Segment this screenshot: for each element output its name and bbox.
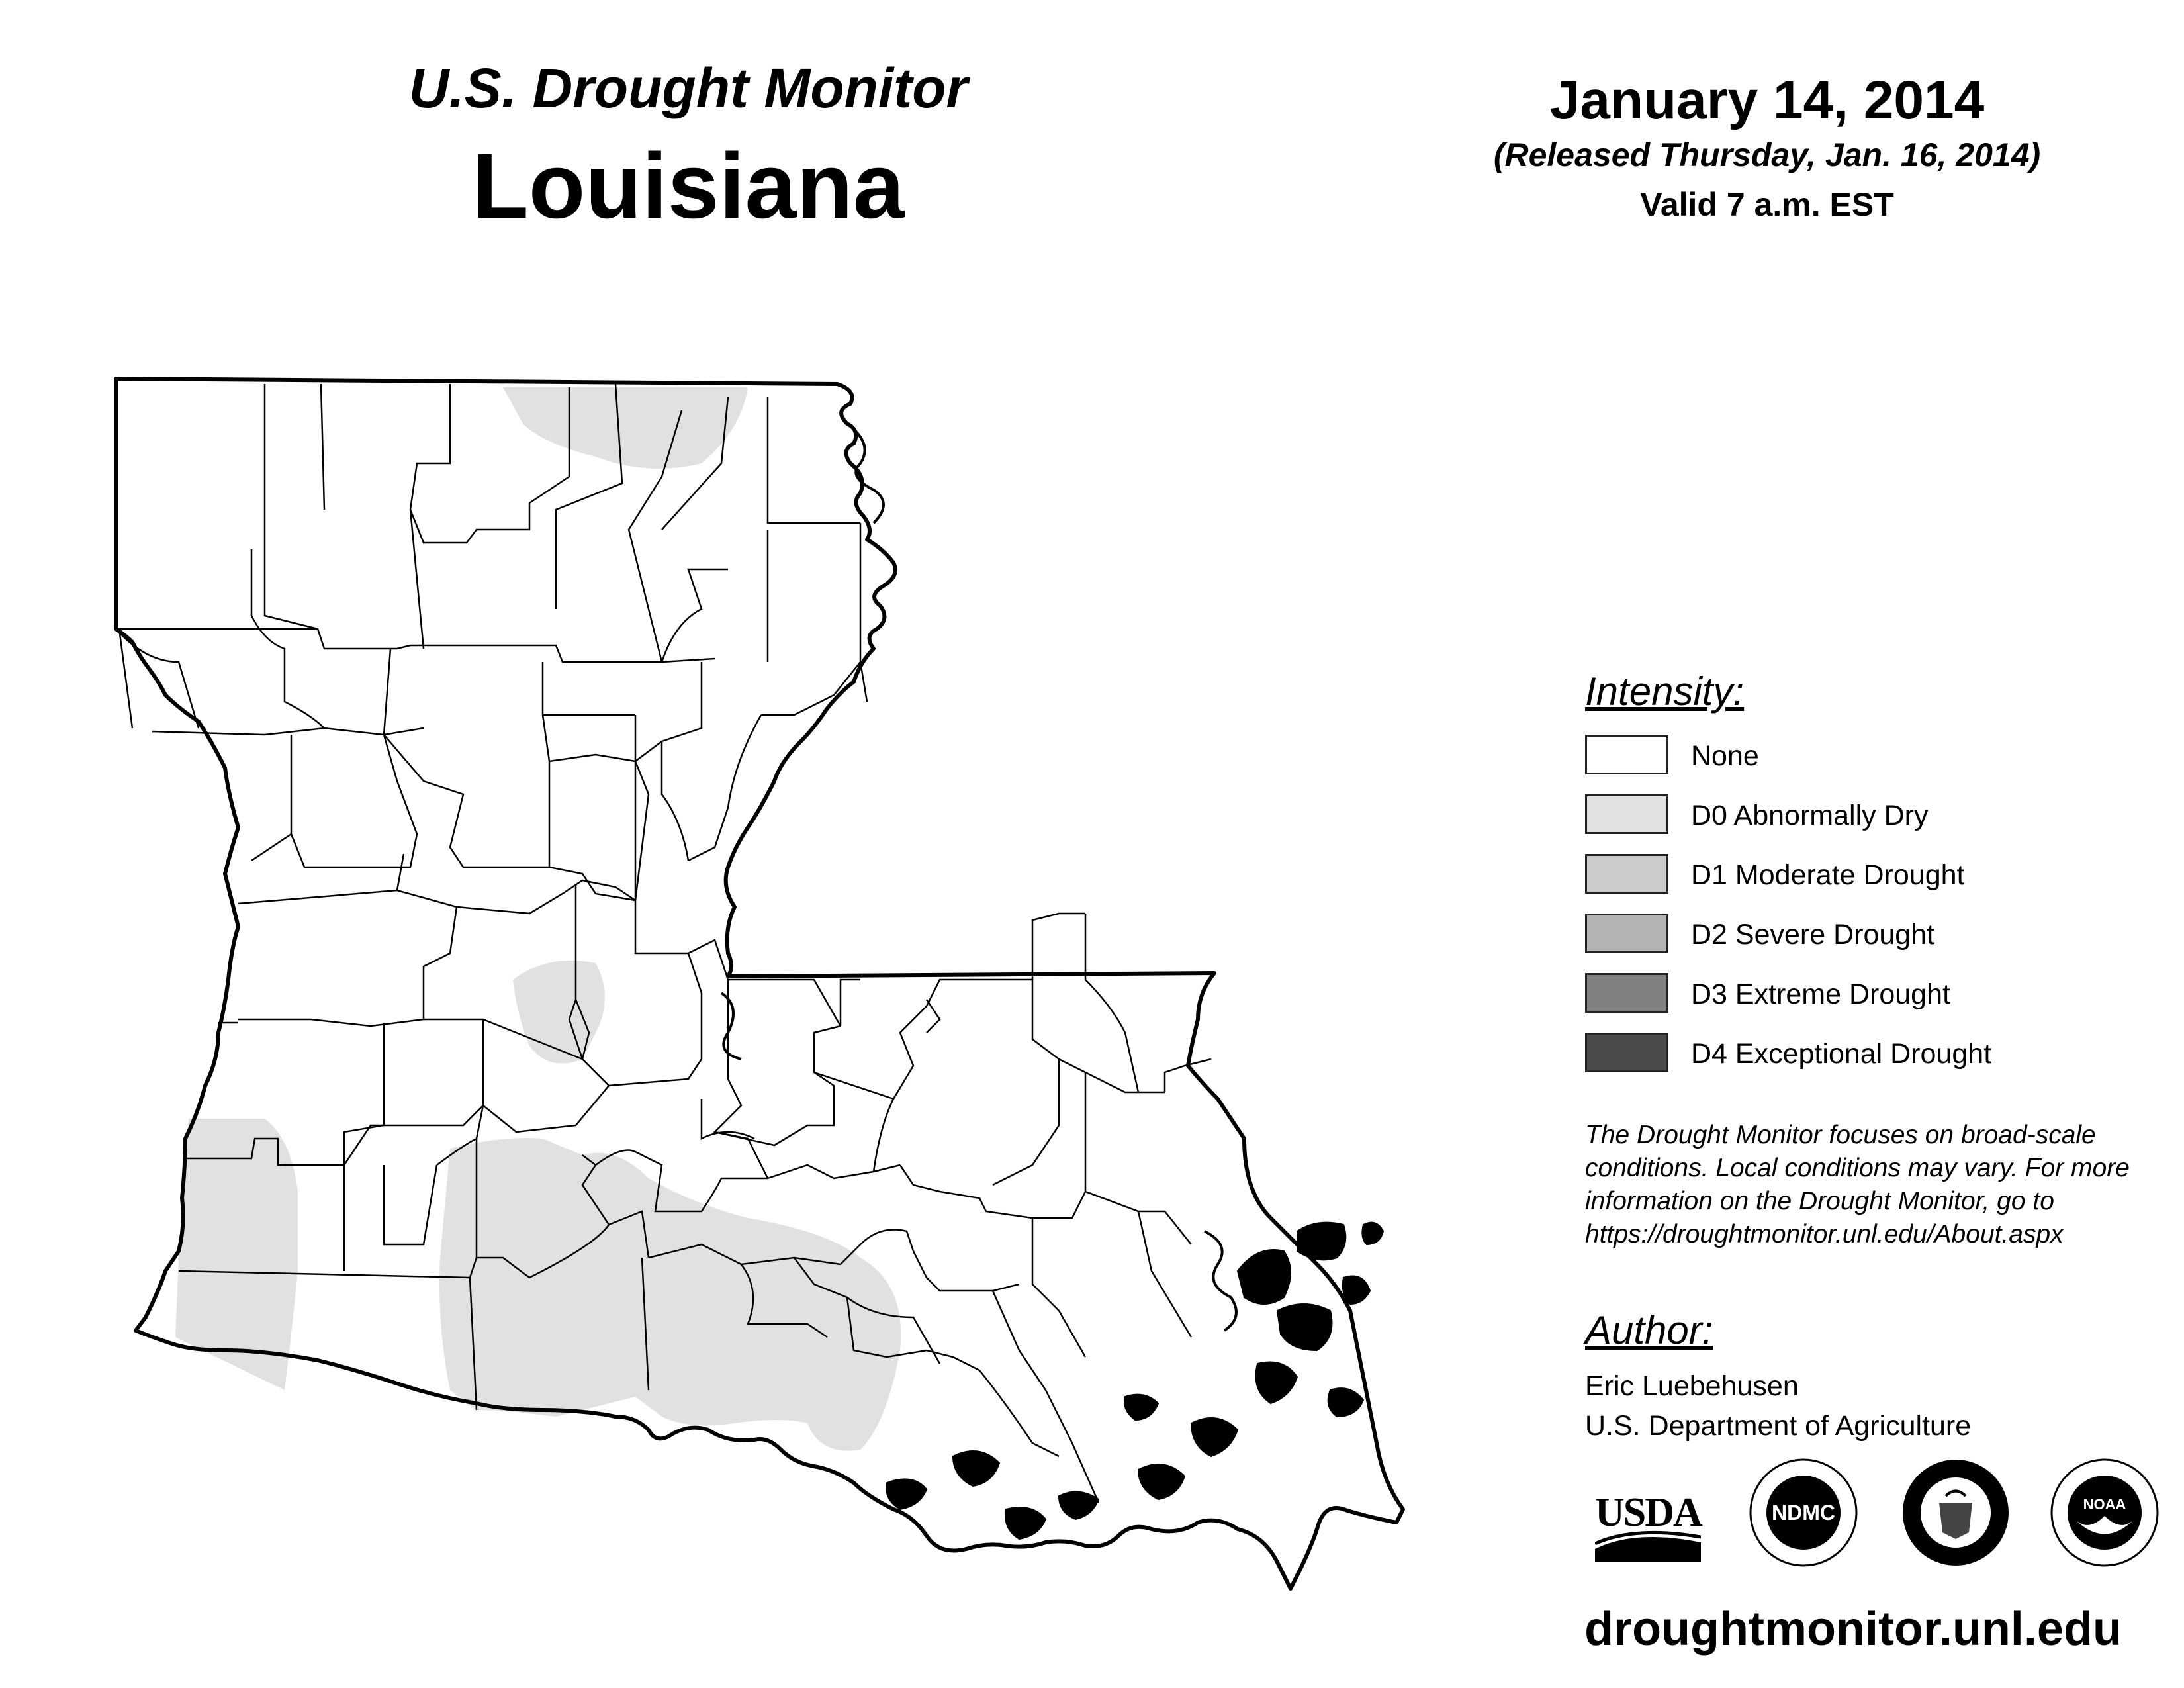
- legend-item: [1585, 973, 2115, 1015]
- legend-label: None: [1691, 740, 1759, 772]
- legend-swatch: [1585, 854, 1668, 894]
- legend-item: [1585, 735, 2115, 777]
- legend-title: Intensity:: [1585, 669, 1745, 714]
- legend-swatch: [1585, 735, 1668, 774]
- legend-item: [1585, 914, 2115, 956]
- legend-label: D0 Abnormally Dry: [1691, 800, 1929, 831]
- noaa-logo-text: NOAA: [2083, 1496, 2126, 1513]
- legend-item: [1585, 1033, 2115, 1075]
- ndmc-logo-text: NDMC: [1772, 1501, 1835, 1524]
- legend-item: [1585, 794, 2115, 837]
- legend-label: D3 Extreme Drought: [1691, 978, 1950, 1010]
- commerce-seal-icon: [1899, 1456, 2012, 1569]
- info-note-line: information on the Drought Monitor, go to: [1585, 1187, 2054, 1215]
- map-subtitle: U.S. Drought Monitor: [408, 57, 968, 119]
- legend-swatch: [1585, 973, 1668, 1013]
- release-date: (Released Thursday, Jan. 16, 2014): [1493, 136, 2041, 173]
- info-note-line: The Drought Monitor focuses on broad-scale: [1585, 1121, 2096, 1149]
- info-note: [1585, 1119, 2181, 1251]
- ndmc-logo: [1747, 1456, 1860, 1569]
- usda-logo: USDA: [1595, 1490, 1702, 1535]
- drought-area-central: [513, 961, 605, 1064]
- author-org: U.S. Department of Agriculture: [1585, 1410, 1972, 1442]
- info-note-link[interactable]: https://droughtmonitor.unl.edu/About.aspx: [1585, 1220, 2064, 1248]
- coastal-marsh: [886, 1223, 1383, 1539]
- noaa-logo: [2048, 1456, 2161, 1569]
- legend-item: [1585, 854, 2115, 896]
- drought-area-south-central: [439, 1138, 901, 1451]
- legend-swatch: [1585, 914, 1668, 953]
- footer-url-link[interactable]: droughtmonitor.unl.edu: [1584, 1603, 2122, 1656]
- legend-swatch: [1585, 1033, 1668, 1072]
- drought-areas: [175, 387, 901, 1451]
- legend-label: D2 Severe Drought: [1691, 919, 1935, 951]
- map-title: Louisiana: [472, 134, 905, 238]
- river-lines: [721, 424, 1236, 1331]
- drought-area-north: [503, 387, 748, 469]
- author-title: Author:: [1585, 1308, 1713, 1352]
- map-date: January 14, 2014: [1549, 70, 1985, 130]
- usda-logo-swoosh: [1595, 1529, 1701, 1562]
- author-name: Eric Luebehusen: [1585, 1370, 1799, 1402]
- info-note-line: conditions. Local conditions may vary. For more: [1585, 1154, 2130, 1182]
- legend-label: D4 Exceptional Drought: [1691, 1038, 1992, 1070]
- valid-time: Valid 7 a.m. EST: [1640, 186, 1894, 223]
- legend-label: D1 Moderate Drought: [1691, 859, 1965, 891]
- legend-swatch: [1585, 794, 1668, 834]
